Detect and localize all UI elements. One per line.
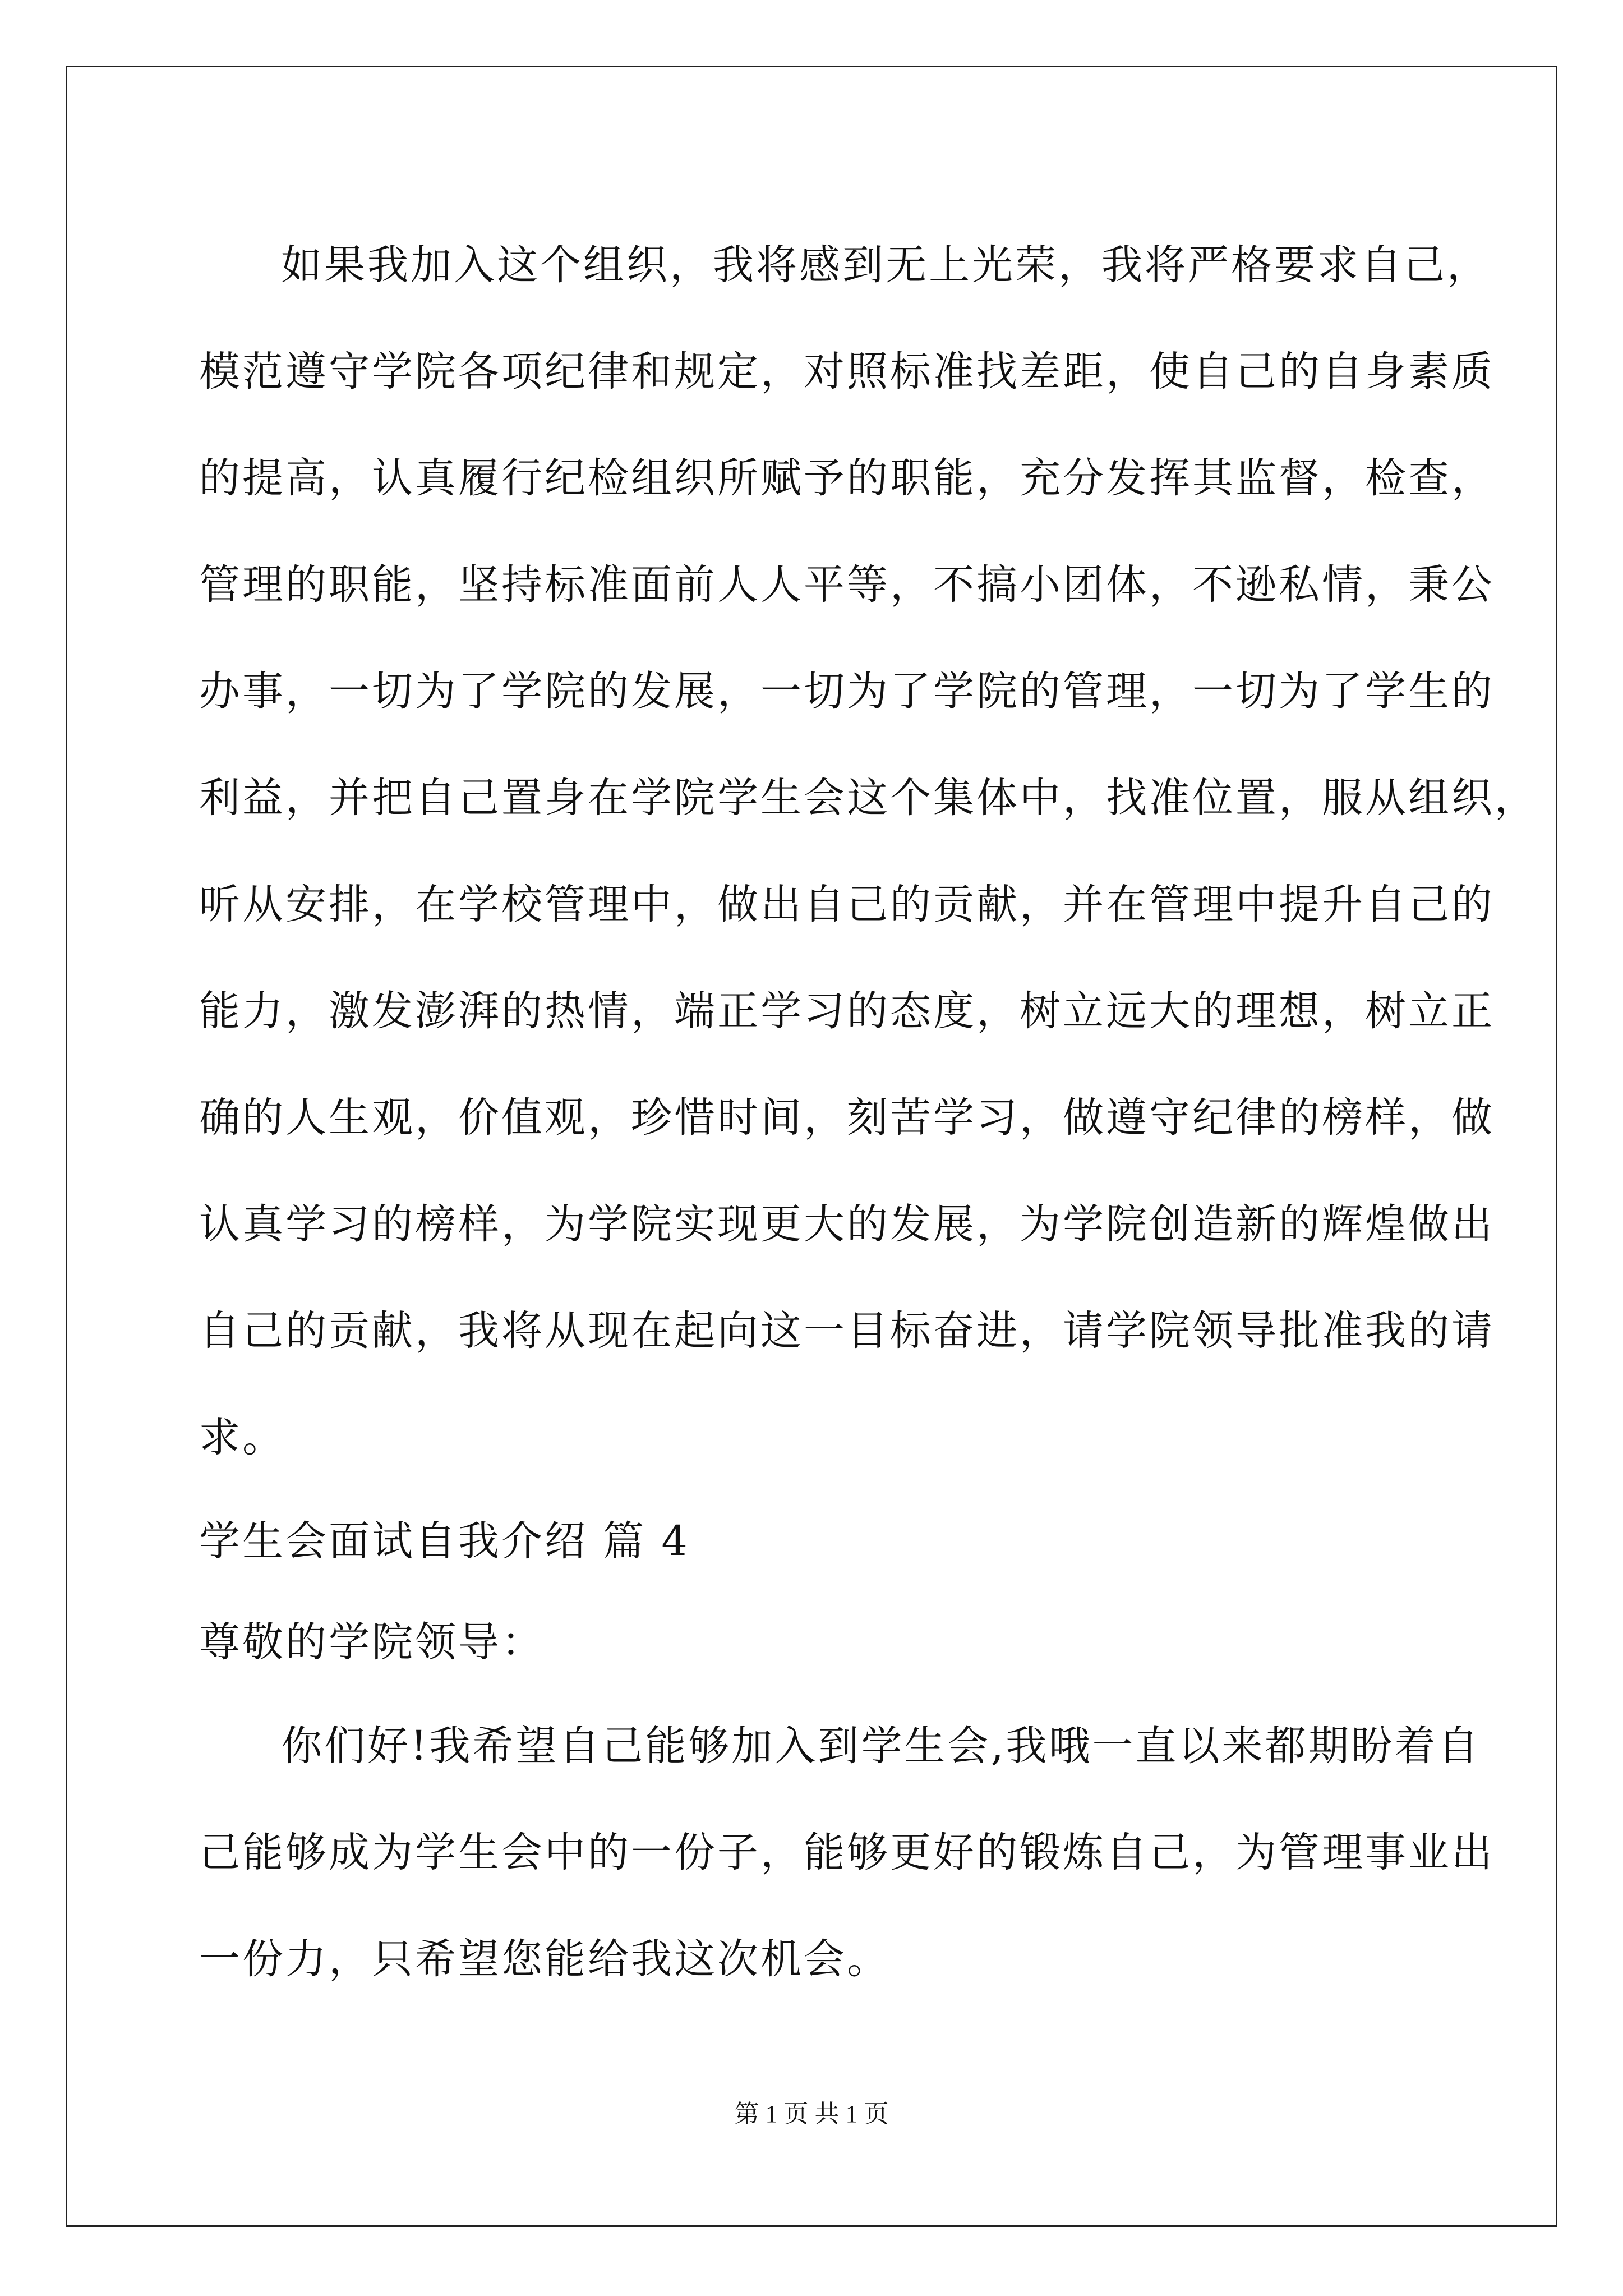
salutation: 尊敬的学院领导： [199, 1618, 545, 1666]
text-line: 自己的贡献，我将从现在起向这一目标奋进，请学院领导批准我的请 [199, 1307, 1495, 1355]
text-line: 办事，一切为了学院的发展，一切为了学院的管理，一切为了学生的 [199, 668, 1495, 715]
paragraph-commitment [199, 212, 1538, 1491]
text-line: 己能够成为学生会中的一份子，能够更好的锻炼自己，为管理事业出 [199, 1829, 1495, 1876]
text-line: 模范遵守学院各项纪律和规定，对照标准找差距，使自己的自身素质 [199, 348, 1495, 395]
page-number-footer: 第 1 页 共 1 页 [734, 2100, 889, 2128]
text-line: 确的人生观，价值观，珍惜时间，刻苦学习，做遵守纪律的榜样，做 [199, 1094, 1495, 1142]
text-line: 你们好!我希望自己能够加入到学生会,我哦一直以来都期盼着自 [281, 1722, 1481, 1770]
text-line: 如果我加入这个组织，我将感到无上光荣，我将严格要求自己， [281, 241, 1490, 289]
text-line: 利益，并把自己置身在学院学生会这个集体中，找准位置，服从组织， [199, 774, 1538, 822]
text-line: 听从安排，在学校管理中，做出自己的贡献，并在管理中提升自己的 [199, 881, 1495, 928]
document-body [199, 212, 1538, 2013]
section-heading: 学生会面试自我介绍 篇 4 [199, 1517, 690, 1565]
text-line: 认真学习的榜样，为学院实现更大的发展，为学院创造新的辉煌做出 [199, 1200, 1495, 1248]
text-line: 一份力，只希望您能给我这次机会。 [199, 1935, 890, 1983]
text-line: 的提高，认真履行纪检组织所赋予的职能，充分发挥其监督，检查， [199, 454, 1495, 502]
paragraph-introduction [199, 1693, 1495, 2013]
text-line: 求。 [199, 1414, 285, 1461]
text-line: 管理的职能，坚持标准面前人人平等，不搞小团体，不逊私情，秉公 [199, 561, 1495, 609]
text-line: 能力，激发澎湃的热情，端正学习的态度，树立远大的理想，树立正 [199, 987, 1495, 1035]
